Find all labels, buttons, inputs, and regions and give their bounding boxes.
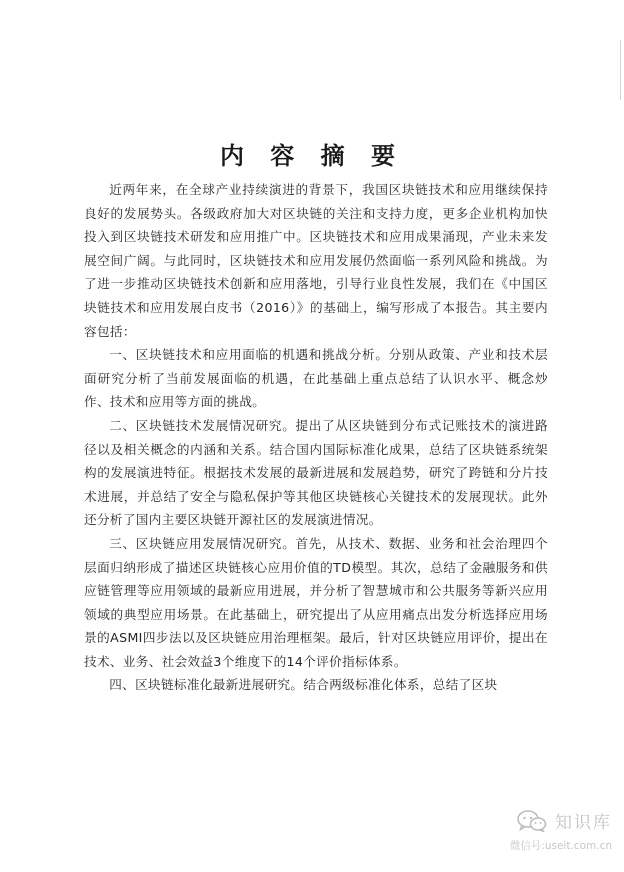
section-two-paragraph: 二、区块链技术发展情况研究。提出了从区块链到分布式记账技术的演进路径以及相关概念的内涵和关系。结合国内国际标准化成果，总结了区块链系统架构的发展演进特征。根据技术发展的最新进展和发展趋势，研究了跨链和分片技术进展，并总结了安全与隐私保护等其他区块链核心关键技术的发展现状。此外还分析了国内主要区块链开源社区的发展演进情况。 [84,417,548,528]
watermark-name: 知识库 [555,813,612,833]
page-edge-divider [620,40,621,100]
watermark-subtitle: 微信号:useit.com.cn [509,840,612,852]
section-four-paragraph: 四、区块链标准化最新进展研究。结合两级标准化体系，总结了区块 [109,677,498,693]
page-title: 内 容 摘 要 [219,141,405,171]
wechat-icon [517,810,547,832]
watermark [510,808,612,853]
section-one-paragraph: 一、区块链技术和应用面临的机遇和挑战分析。分别从政策、产业和技术层面研究分析了当前发展面临的机遇，在此基础上重点总结了认识水平、概念炒作、技术和应用等方面的挑战。 [84,347,548,410]
abstract-body [84,178,548,697]
section-three-paragraph: 三、区块链应用发展情况研究。首先，从技术、数据、业务和社会治理四个层面归纳形成了描述区块链核心应用价值的TD模型。其次，总结了金融服务和供应链管理等应用领域的最新应用进展，并分析了智慧城市和公共服务等新兴应用领域的典型应用场景。在此基础上，研究提出了从应用痛点出发分析选择应用场景的ASMI四步法以及区块链应用治理框架。最后，针对区块链应用评价，提出在技术、业务、社会效益3个维度下的14个评价指标体系。 [84,535,548,669]
intro-paragraph: 近两年来，在全球产业持续演进的背景下，我国区块链技术和应用继续保持良好的发展势头。各级政府加大对区块链的关注和支持力度，更多企业机构加快投入到区块链技术研发和应用推广中。区块链技术和应用成果涌现，产业未来发展空间广阔。与此同时，区块链技术和应用发展仍然面临一系列风险和挑战。为了进一步推动区块链技术创新和应用落地，引导行业良性发展，我们在《中国区块链技术和应用发展白皮书（2016）》的基础上，编写形成了本报告。其主要内容包括： [84,182,548,339]
